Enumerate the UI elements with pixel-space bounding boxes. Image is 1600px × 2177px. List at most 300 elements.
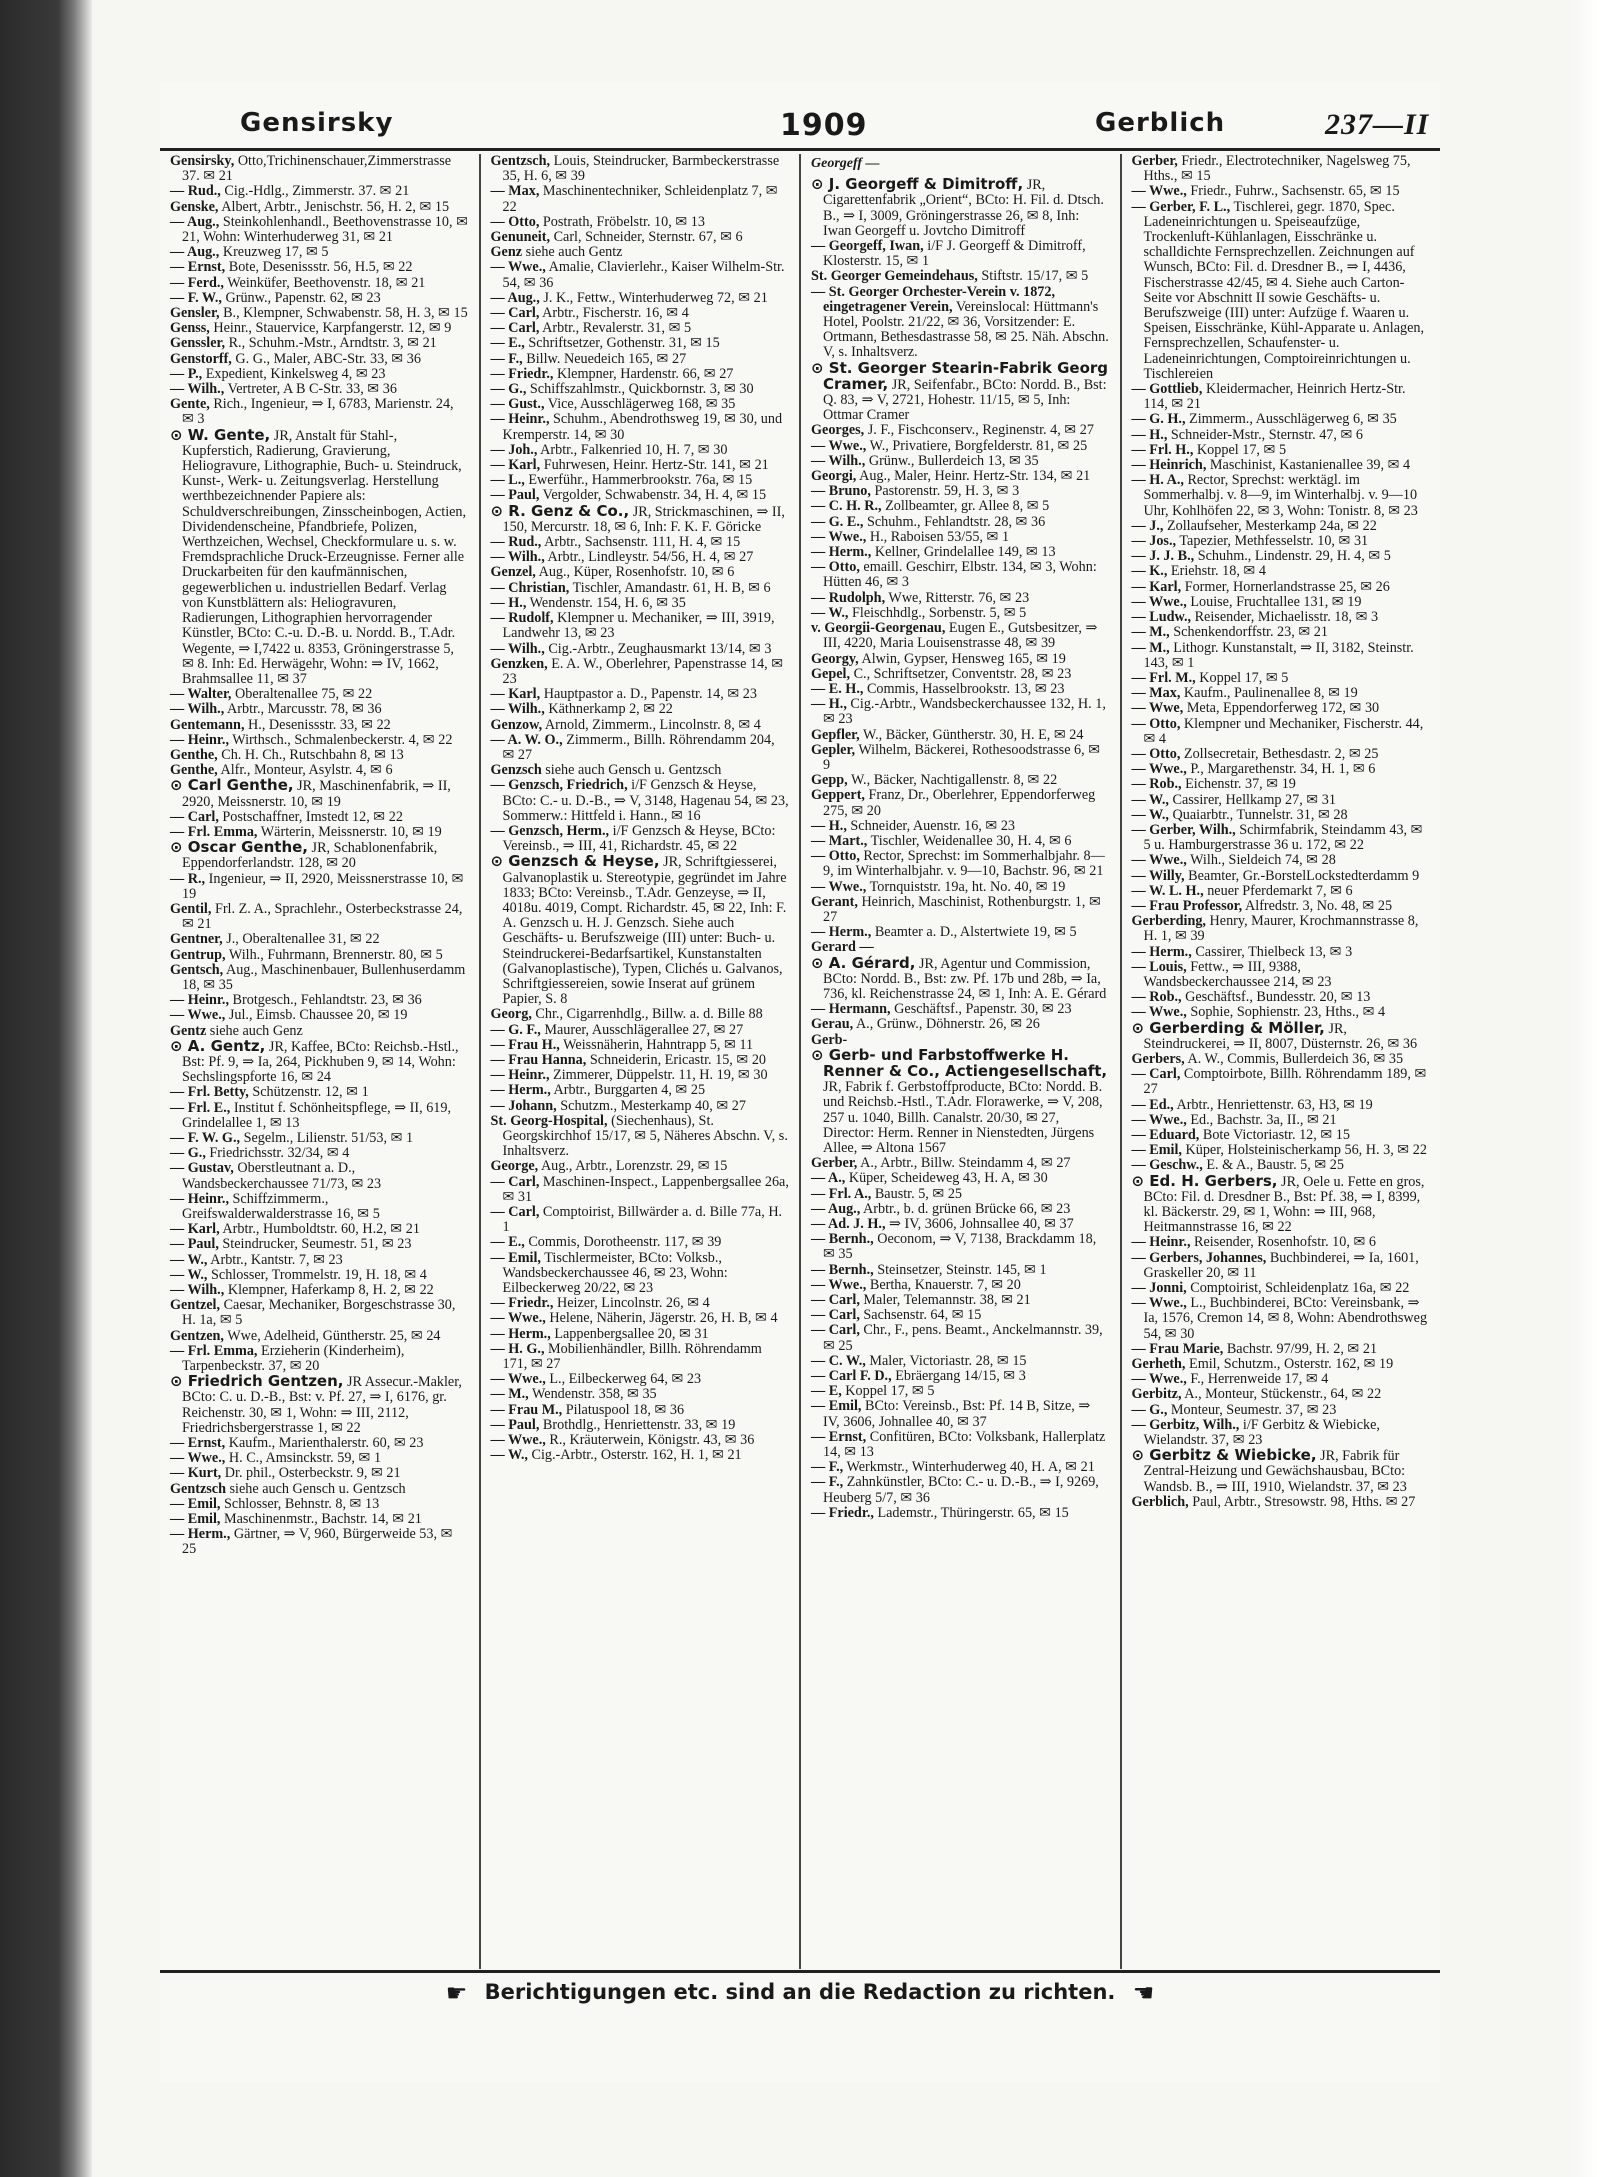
directory-entry: [170, 1466, 469, 1481]
entry-name: Gerberding,: [1131, 913, 1206, 930]
directory-entry: [1132, 1235, 1431, 1250]
entry-name: — Johann,: [490, 1097, 557, 1114]
entry-name: — Frau M.,: [490, 1401, 563, 1418]
entry-details: Küper, Scheideweg 43, H. A, ✉ 30: [848, 1170, 1048, 1187]
directory-entry: [811, 269, 1110, 284]
entry-name: — Louis,: [1131, 958, 1187, 975]
directory-entry: [1132, 412, 1431, 427]
entry-details: Kaufm., Paulinenallee 8, ✉ 19: [1183, 685, 1358, 702]
entry-details: E. & A., Baustr. 5, ✉ 25: [1206, 1157, 1344, 1174]
entry-name: — Carl,: [1131, 1066, 1181, 1083]
directory-entry: [811, 953, 1110, 1003]
directory-entry: [170, 872, 469, 902]
entry-details: Cassirer, Hellkamp 27, ✉ 31: [1172, 791, 1336, 808]
entry-name: — Otto,: [811, 848, 860, 865]
directory-entry: [811, 515, 1110, 530]
entry-name: — Geschw.,: [1131, 1157, 1203, 1174]
directory-entry: [491, 1007, 790, 1022]
directory-entry: [491, 1159, 790, 1174]
directory-entry: [491, 1327, 790, 1342]
directory-entry: [491, 687, 790, 702]
entry-name: Gerbers,: [1131, 1050, 1185, 1067]
entry-name: ⊙ W. Gente,: [170, 425, 271, 444]
directory-entry: [1132, 534, 1431, 549]
entry-details: B., Klempner, Schwabenstr. 58, H. 3, ✉ 15: [223, 305, 468, 322]
entry-details: Lademstr., Thüringerstr. 65, ✉ 15: [877, 1504, 1069, 1521]
entry-details: JR, Kaffee, BCto: Reichsb.-Hstl., Bst: Pf. 9, ⇒ Ia, 264, Pickhuben 9, ✉ 14, Wohn: Sechslingspforte 16, ✉ 24: [182, 1038, 459, 1086]
entry-details: ⇒ IV, 3606, Johnsallee 40, ✉ 37: [889, 1216, 1074, 1233]
entry-details: Friedr., Fuhrw., Sachsenstr. 65, ✉ 15: [1190, 183, 1400, 200]
directory-entry: [1132, 884, 1431, 899]
directory-entry: [1132, 580, 1431, 595]
entry-details: Friedr., Electrotechniker, Nagelsweg 75, Hths., ✉ 15: [1143, 154, 1411, 185]
entry-details: Schneider, Auenstr. 16, ✉ 23: [850, 817, 1016, 834]
directory-entry: [1132, 914, 1431, 944]
entry-details: Wärterin, Meissnerstr. 10, ✉ 19: [260, 823, 442, 840]
directory-entry: [170, 336, 469, 351]
directory-entry: [170, 748, 469, 763]
entry-details: Grünw., Papenstr. 62, ✉ 23: [225, 289, 381, 306]
entry-details: L., Buchbinderei, BCto: Vereinsbank, ⇒ Ia, 1576, Cremon 14, ✉ 8, Wohn: Abendrothsweg 54, ✉ 30: [1143, 1295, 1428, 1342]
entry-details: Arbtr., Henriettenstr. 63, H3, ✉ 19: [1176, 1096, 1373, 1113]
entry-name: — Friedr.,: [811, 1504, 874, 1521]
entry-name: — Ad. J. H.,: [811, 1216, 886, 1233]
entry-details: Tischlermeister, BCto: Volksb., Wandsbeckerchaussee 46, ✉ 23, Wohn: Eilbeckerweg 20/22, ✉ 23: [502, 1249, 728, 1297]
directory-entry: [170, 200, 469, 215]
entry-details: Cig.-Hdlg., Zimmerstr. 37. ✉ 21: [224, 183, 410, 200]
directory-entry: [811, 484, 1110, 499]
entry-name: — H.,: [490, 594, 527, 611]
entry-name: Genzow,: [490, 716, 543, 733]
directory-entry: [491, 367, 790, 382]
entry-name: — Otto,: [490, 213, 540, 230]
entry-details: Carl, Schneider, Sternstr. 67, ✉ 6: [553, 229, 743, 246]
entry-name: Genske,: [170, 198, 219, 215]
entry-name: — Genzsch, Herm.,: [490, 822, 610, 839]
directory-entry: [491, 215, 790, 230]
entry-details: Steinkohlenhandl., Beethovenstrasse 10, ✉ 21, Wohn: Winterhuderweg 31, ✉ 21: [182, 213, 468, 246]
entry-name: — Friedr.,: [490, 1295, 554, 1312]
entry-name: Genuneit,: [490, 229, 551, 246]
directory-entry: [1132, 564, 1431, 579]
directory-entry: [170, 184, 469, 199]
entry-details: Cassirer, Thielbeck 13, ✉ 3: [1195, 943, 1353, 960]
directory-entry: [1132, 671, 1431, 686]
page-number: 237—II: [1325, 108, 1430, 141]
entry-details: i/F Gerbitz & Wiebicke, Wielandstr. 37, ✉ 23: [1143, 1416, 1380, 1449]
header-year: 1909: [780, 108, 868, 143]
entry-details: Weinküfer, Beethovenstr. 18, ✉ 21: [227, 274, 426, 291]
entry-details: Geschäftsf., Bundesstr. 20, ✉ 13: [1185, 989, 1371, 1006]
entry-details: Comptoirist, Billwärder a. d. Bille 77a, H. 1: [502, 1204, 783, 1236]
entry-details: Tischler, Amandastr. 61, H. B, ✉ 6: [572, 579, 771, 596]
directory-entry: [811, 177, 1110, 239]
entry-name: — E.,: [490, 1234, 525, 1251]
directory-entry: [491, 581, 790, 596]
directory-entry: [811, 1217, 1110, 1232]
entry-name: — F. W.,: [170, 289, 222, 306]
entry-details: Arbtr., Sachsenstr. 111, H. 4, ✉ 15: [544, 534, 741, 551]
entry-details: Franz, Dr., Oberlehrer, Eppendorferweg 275, ✉ 20: [823, 787, 1096, 819]
entry-name: — H.,: [811, 696, 847, 713]
entry-name: — Wilh.,: [811, 452, 866, 469]
pointing-hand-left-icon: ☛: [445, 1979, 468, 2007]
entry-details: Comptoirist, Schleidenplatz 16a, ✉ 22: [1190, 1280, 1410, 1297]
directory-entry: [170, 1527, 469, 1557]
entry-name: — W.,: [1131, 806, 1169, 823]
entry-details: Aug., Maler, Heinr. Hertz-Str. 134, ✉ 21: [859, 468, 1091, 485]
directory-entry: [491, 1342, 790, 1372]
entry-details: emaill. Geschirr, Elbstr. 134, ✉ 3, Wohn: Hütten 46, ✉ 3: [823, 559, 1097, 591]
entry-name: — Ferd.,: [170, 274, 224, 291]
entry-name: — Emil,: [811, 1398, 862, 1415]
entry-name: — Carl,: [811, 1292, 860, 1309]
entry-name: ⊙ Genzsch & Heyse,: [490, 852, 660, 871]
directory-entry: [170, 733, 469, 748]
entry-details: JR, Oele u. Fette en gros, BCto: Fil. d. Dresdner B., Bst: Pf. 38, ⇒ I, 8399, kl. Bäckerstr. 29, ✉ 1, Wohn: ⇒ III, 968, Heitmannstrasse 16, ✉ 22: [1143, 1173, 1425, 1236]
directory-entry: [170, 291, 469, 306]
directory-entry: [491, 733, 790, 763]
entry-details: Ed., Bachstr. 3a, II., ✉ 21: [1190, 1111, 1337, 1128]
entry-details: J. K., Fettw., Winterhuderweg 72, ✉ 21: [543, 289, 768, 306]
directory-entry: [811, 1369, 1110, 1384]
directory-entry: [491, 1235, 790, 1250]
entry-name: ⊙ A. Gentz,: [170, 1036, 266, 1055]
entry-details: Wilh., Fuhrmann, Brennerstr. 80, ✉ 5: [228, 946, 443, 963]
entry-name: Georges,: [811, 422, 865, 439]
entry-details: Maschinen-Inspect., Lappenbergsallee 26a, ✉ 31: [502, 1173, 789, 1205]
directory-entry: [1132, 184, 1431, 199]
entry-name: — Gust.,: [490, 396, 545, 413]
directory-entry: [1132, 990, 1431, 1005]
entry-name: Gentz: [170, 1022, 207, 1039]
entry-name: — Wilh.,: [170, 381, 225, 398]
entry-name: — H. G.,: [490, 1340, 545, 1357]
entry-details: Institut f. Schönheitspflege, ⇒ II, 619, Grindelallee 1, ✉ 13: [182, 1099, 452, 1131]
entry-details: Eichenstr. 37, ✉ 19: [1185, 776, 1296, 793]
entry-details: Koppel 17, ✉ 5: [1196, 441, 1287, 458]
entry-name: ⊙ Gerberding & Möller,: [1131, 1018, 1325, 1037]
entry-details: JR, Fabrik für Zentral-Heizung und Gewächshausbau, BCto: Wandsb. B., ⇒ III, 1910, Wielandstr. 37, ✉ 23: [1143, 1448, 1407, 1495]
directory-entry: [1132, 1296, 1431, 1342]
entry-details: JR, Anstalt für Stahl-, Kupferstich, Radierung, Gravierung, Heliogravure, Lithographie, Buch- u. Steindruck, Kunst-, Werk- u. Zeitungsverlag. Herstellung werthbezeichnender Papiere als: Schuldverschreibungen, Zinsscheinbogen, Actien, Dividendenscheine, Pfandbriefe, Polizen, Werthzeichen, Wechsel, Checkformulare u. s. w. Fremdsprachliche Druck-Erzeugnisse. Ferner alle Druckarbeiten für den kaufmännischen, gegewerblichen u. industriellen Bedarf. Verlag von Kunstblättern als: Heliogravuren, Radierungen, Lithographien hervorragender Künstler, BCto: C.-u. D.-B. u. Nordd. B., T.Adr. Wegente, ⇒ I,7422 u. 8353, Gröningerstrasse 5, ✉ 8. Inh: Ed. Herwägehr, Wohn: ⇒ IV, 1662, Brahmsallee 11, ✉ 37: [182, 427, 467, 687]
directory-entry: [1132, 808, 1431, 823]
directory-entry: [811, 773, 1110, 788]
entry-name: — F.,: [490, 350, 523, 367]
entry-details: W., Bäcker, Nachtigallenstr. 8, ✉ 22: [850, 772, 1058, 789]
entry-details: Klempner und Mechaniker, Fischerstr. 44, ✉ 4: [1143, 715, 1424, 747]
entry-details: Wilh., Sieldeich 74, ✉ 28: [1190, 852, 1336, 869]
entry-name: Gerard —: [811, 939, 874, 956]
entry-details: E. A. W., Oberlehrer, Papenstrasse 14, ✉ 23: [502, 655, 784, 687]
entry-details: Schützenstr. 12, ✉ 1: [252, 1084, 369, 1101]
entry-details: Klempner u. Mechaniker, ⇒ III, 3919, Landwehr 13, ✉ 23: [502, 610, 775, 642]
entry-details: Sophie, Sophienstr. 23, Hths., ✉ 4: [1190, 1004, 1386, 1021]
entry-name: — Walter,: [170, 686, 232, 703]
entry-details: Arbtr., Marcusstr. 78, ✉ 36: [227, 701, 382, 718]
entry-name: Gepp,: [811, 772, 848, 789]
entry-details: Oberstleutnant a. D., Wandsbeckerchaussee 71/73, ✉ 23: [182, 1160, 382, 1192]
entry-name: — Wwe.,: [1131, 1004, 1187, 1021]
entry-name: — Emil,: [490, 1249, 541, 1266]
entry-details: Aug., Maschinenbauer, Bullenhuserdamm 18, ✉ 35: [182, 961, 466, 993]
directory-entry: [1132, 1495, 1431, 1510]
directory-entry: [491, 306, 790, 321]
entry-details: Beamter a. D., Alstertwiete 19, ✉ 5: [874, 924, 1077, 941]
entry-name: — Gerber, F. L.,: [1131, 198, 1231, 215]
directory-entry: [170, 1374, 469, 1436]
entry-details: Tornquiststr. 19a, ht. No. 40, ✉ 19: [869, 878, 1066, 895]
entry-details: A., Monteur, Stückenstr., 64, ✉ 22: [1184, 1386, 1382, 1403]
directory-entry: [811, 1187, 1110, 1202]
directory-entry: [491, 1251, 790, 1297]
entry-name: — G. H.,: [1131, 411, 1186, 428]
entry-details: Arbtr., Revalerstr. 31, ✉ 5: [542, 320, 692, 337]
entry-name: — W.,: [490, 1447, 528, 1464]
entry-details: Postschaffner, Imstedt 12, ✉ 22: [222, 808, 403, 825]
entry-name: — Wwe.,: [490, 1371, 546, 1388]
entry-name: — Christian,: [490, 579, 570, 596]
entry-details: Arbtr., Burggarten 4, ✉ 25: [553, 1082, 706, 1099]
entry-name: Georgi,: [811, 468, 857, 485]
entry-name: ⊙ Gerb- und Farbstoffwerke H. Renner & Co., Actiengesellschaft,: [811, 1045, 1108, 1080]
entry-name: ⊙ Oscar Genthe,: [170, 838, 308, 857]
entry-details: Wilhelm, Bäckerei, Rothesoodstrasse 6, ✉ 9: [823, 741, 1101, 773]
entry-name: — Paul,: [490, 487, 540, 504]
entry-details: Wwe, Adelheid, Güntherstr. 25, ✉ 24: [227, 1327, 441, 1344]
entry-name: — Wwe.,: [811, 1276, 867, 1293]
directory-entry: [1132, 1387, 1431, 1402]
entry-details: Pilatuspool 18, ✉ 36: [565, 1401, 685, 1418]
directory-entry: [491, 1068, 790, 1083]
directory-entry: [1132, 428, 1431, 443]
entry-name: — Carl,: [811, 1322, 860, 1339]
entry-name: Gentzel,: [170, 1297, 221, 1314]
entry-name: Genstorff,: [170, 350, 232, 367]
directory-entry: [491, 854, 790, 1007]
entry-details: Pastorenstr. 59, H. 3, ✉ 3: [874, 483, 1020, 500]
entry-name: — E. H.,: [811, 680, 864, 697]
directory-entry: [491, 611, 790, 641]
entry-details: Bachstr. 97/99, H. 2, ✉ 21: [1226, 1340, 1378, 1357]
directory-entry: [811, 1045, 1110, 1156]
entry-name: — Paul,: [490, 1416, 540, 1433]
entry-details: Ewerführ., Hammerbrookstr. 76a, ✉ 15: [528, 472, 753, 489]
entry-name: — R.,: [170, 870, 206, 887]
entry-name: — Gottlieb,: [1131, 381, 1203, 398]
directory-entry: [170, 1344, 469, 1374]
entry-details: Arbtr., Lindleystr. 54/56, H. 4, ✉ 27: [547, 549, 754, 566]
directory-entry: [170, 382, 469, 397]
entry-details: Arbtr., Falkenried 10, H. 7, ✉ 30: [540, 441, 728, 458]
directory-entry: [170, 1008, 469, 1023]
directory-entry: [811, 1430, 1110, 1460]
entry-details: Brotgesch., Fehlandtstr. 23, ✉ 36: [232, 992, 422, 1009]
entry-details: Louis, Steindrucker, Barmbeckerstrasse 35, H. 6, ✉ 39: [502, 154, 780, 185]
directory-entry: [170, 1283, 469, 1298]
entry-details: H., Desenissstr. 33, ✉ 22: [248, 716, 391, 733]
directory-entry: [1132, 443, 1431, 458]
directory-columns: [160, 154, 1440, 1969]
directory-entry: [811, 1263, 1110, 1278]
entry-details: Hauptpastor a. D., Papenstr. 14, ✉ 23: [543, 686, 757, 703]
directory-entry: [1132, 945, 1431, 960]
directory-entry: [170, 963, 469, 993]
entry-details: Steindrucker, Seumestr. 51, ✉ 23: [222, 1236, 412, 1253]
entry-name: — Karl,: [1131, 578, 1182, 595]
entry-name: — Frl. Betty,: [170, 1084, 249, 1101]
directory-entry: [811, 1308, 1110, 1323]
entry-details: Arbtr., Kantstr. 7, ✉ 23: [210, 1251, 343, 1268]
entry-details: Confitüren, BCto: Volksbank, Hallerplatz 14, ✉ 13: [823, 1428, 1106, 1461]
entry-name: — Aug.,: [170, 244, 220, 261]
entry-details: Schlosser, Behnstr. 8, ✉ 13: [224, 1495, 380, 1512]
entry-name: — G.,: [490, 381, 527, 398]
directory-entry: [811, 788, 1110, 818]
directory-entry: [811, 697, 1110, 727]
entry-details: Küper, Holsteinischerkamp 56, H. 3, ✉ 22: [1185, 1142, 1427, 1159]
entry-details: Kleidermacher, Heinrich Hertz-Str. 114, ✉ 21: [1143, 381, 1406, 413]
entry-name: — Wilh.,: [170, 701, 225, 718]
directory-entry: [491, 565, 790, 580]
entry-name: Gensirsky,: [170, 154, 235, 169]
entry-name: — Heinrich,: [1131, 457, 1207, 474]
entry-name: — Heinr.,: [490, 411, 550, 428]
entry-name: Gentzsch: [170, 1480, 226, 1497]
entry-name: George,: [490, 1158, 539, 1175]
directory-entry: [491, 1205, 790, 1235]
entry-name: — J.,: [1131, 517, 1164, 534]
entry-details: Chr., F., pens. Beamt., Anckelmannstr. 39, ✉ 25: [823, 1322, 1103, 1354]
entry-details: Schriftsetzer, Gothenstr. 31, ✉ 15: [528, 335, 720, 352]
entry-details: JR Assecur.-Makler, BCto: C. u. D.-B., Bst: v. Pf. 27, ⇒ I, 6176, gr. Reichenstr. 30, ✉ 1, Wohn: ⇒ III, 2112, Friedrichsbergerstrasse 1, ✉ 22: [182, 1374, 462, 1436]
entry-name: — Wilh.,: [490, 640, 545, 657]
directory-entry: [1132, 1448, 1431, 1495]
entry-name: — J. J. B.,: [1131, 548, 1195, 565]
directory-entry: [1132, 595, 1431, 610]
directory-entry: [811, 834, 1110, 849]
directory-entry: [1132, 686, 1431, 701]
directory-entry: [170, 840, 469, 871]
entry-name: ⊙ J. Georgeff & Dimitroff,: [811, 175, 1024, 194]
directory-entry: [491, 702, 790, 717]
entry-name: — Wwe.,: [1131, 761, 1187, 778]
entry-details: Lappenbergsallee 20, ✉ 31: [554, 1325, 709, 1342]
entry-details: Ingenieur, ⇒ II, 2920, Meissnerstrasse 10, ✉ 19: [182, 870, 464, 902]
directory-entry: [491, 154, 790, 184]
directory-column-2: [481, 154, 802, 1969]
directory-entry: [491, 657, 790, 687]
entry-details: Schutzm., Mesterkamp 40, ✉ 27: [560, 1097, 746, 1114]
entry-name: — Wilh.,: [490, 701, 545, 718]
directory-entry: [491, 1053, 790, 1068]
entry-details: Klempner, Haferkamp 8, H. 2, ✉ 22: [227, 1282, 434, 1299]
directory-entry: [170, 932, 469, 947]
entry-name: — C. H. R.,: [811, 498, 882, 515]
entry-name: ⊙ Friedrich Gentzen,: [170, 1372, 344, 1391]
entry-details: BCto: Vereinsb., Bst: Pf. 14 B, Sitze, ⇒ IV, 3606, Johnallee 40, ✉ 37: [823, 1398, 1091, 1430]
entry-details: JR, Schablonenfabrik, Eppendorferlandstr. 128, ✉ 20: [182, 840, 438, 872]
footer-rule: [160, 1970, 1440, 1973]
entry-name: — P.,: [170, 365, 203, 382]
entry-name: — Frl. Emma,: [170, 1342, 258, 1359]
entry-details: Mobilienhändler, Billh. Röhrendamm 171, ✉ 27: [502, 1340, 762, 1373]
entry-details: Maler, Victoriastr. 28, ✉ 15: [869, 1352, 1027, 1369]
entry-details: Cig.-Arbtr., Zeughausmarkt 13/14, ✉ 3: [548, 640, 772, 657]
entry-name: — Herm.,: [490, 1082, 551, 1099]
entry-details: Caesar, Mechaniker, Borgeschstrasse 30, H. 1a, ✉ 5: [182, 1297, 456, 1329]
entry-details: Jul., Eimsb. Chaussee 20, ✉ 19: [228, 1007, 408, 1024]
entry-details: Paul, Arbtr., Stresowstr. 98, Hths. ✉ 27: [1192, 1493, 1416, 1510]
directory-entry: [811, 285, 1110, 361]
directory-column-1: [160, 154, 481, 1969]
entry-details: C., Schriftsetzer, Conventstr. 28, ✉ 23: [853, 665, 1072, 682]
entry-details: Wendenstr. 358, ✉ 35: [532, 1386, 657, 1403]
directory-entry: [170, 215, 469, 245]
entry-details: Emil, Schutzm., Osterstr. 162, ✉ 19: [1189, 1356, 1394, 1373]
entry-details: Fleischhdlg., Sorbenstr. 5, ✉ 5: [852, 604, 1027, 621]
entry-name: — Aug.,: [490, 289, 540, 306]
entry-name: — Heinr.,: [170, 731, 229, 748]
directory-entry: [1132, 1052, 1431, 1067]
directory-entry: [1131, 1171, 1431, 1236]
entry-name: Gente,: [170, 396, 210, 413]
entry-details: Vergolder, Schwabenstr. 34, H. 4, ✉ 15: [542, 487, 767, 504]
header-last-name: Gerblich: [1095, 108, 1226, 138]
entry-details: Postrath, Fröbelstr. 10, ✉ 13: [542, 213, 705, 230]
entry-details: Arbtr., b. d. grünen Brücke 66, ✉ 23: [863, 1200, 1071, 1217]
directory-entry: [491, 642, 790, 657]
directory-entry: [1132, 717, 1431, 747]
directory-entry: [170, 1146, 469, 1161]
directory-entry: [491, 321, 790, 336]
entry-details: Oberaltenallee 75, ✉ 22: [235, 686, 373, 703]
entry-details: neuer Pferdemarkt 7, ✉ 6: [1207, 882, 1353, 899]
entry-name: — Herm.,: [490, 1325, 551, 1342]
entry-name: — W.,: [170, 1251, 208, 1268]
directory-entry: [1132, 960, 1431, 990]
entry-details: Schiffzimmerm., Greifswalderwalderstrasse 16, ✉ 5: [182, 1190, 380, 1223]
entry-name: — Frau Hanna,: [490, 1051, 587, 1068]
directory-entry: [1132, 899, 1431, 914]
entry-details: Bote, Desenissstr. 56, H.5, ✉ 22: [228, 259, 413, 276]
directory-entry: [1132, 823, 1431, 853]
entry-name: — Karl,: [170, 1221, 220, 1238]
entry-name: — Bruno,: [811, 483, 871, 500]
entry-name: — G. E.,: [811, 513, 864, 530]
directory-entry: [1132, 625, 1431, 640]
directory-entry: [811, 849, 1110, 879]
entry-details: Zollsecretair, Bethesdastr. 2, ✉ 25: [1183, 745, 1379, 762]
entry-name: v. Georgii-Georgenau,: [811, 620, 946, 637]
entry-details: W., Bäcker, Güntherstr. 30, H. E, ✉ 24: [863, 726, 1084, 743]
entry-details: Sachsenstr. 64, ✉ 15: [863, 1307, 982, 1324]
entry-name: Gerblich,: [1131, 1493, 1189, 1510]
entry-details: Heizer, Lincolnstr. 26, ✉ 4: [556, 1295, 710, 1312]
directory-entry: [170, 1512, 469, 1527]
entry-details: Amalie, Clavierlehr., Kaiser Wilhelm-Str. 54, ✉ 36: [502, 259, 785, 291]
entry-name: Genthe,: [170, 762, 218, 779]
entry-details: Meta, Eppendorferweg 172, ✉ 30: [1186, 700, 1380, 717]
entry-name: Gerber,: [811, 1155, 858, 1172]
directory-entry: [811, 439, 1110, 454]
entry-details: Stiftstr. 15/17, ✉ 5: [981, 268, 1089, 285]
entry-details: W., Privatiere, Borgfelderstr. 81, ✉ 25: [869, 437, 1088, 454]
directory-entry: [491, 1083, 790, 1098]
directory-entry: [1132, 154, 1431, 184]
entry-name: — Mart.,: [811, 832, 868, 849]
entry-details: H. C., Amsinckstr. 59, ✉ 1: [228, 1450, 382, 1467]
